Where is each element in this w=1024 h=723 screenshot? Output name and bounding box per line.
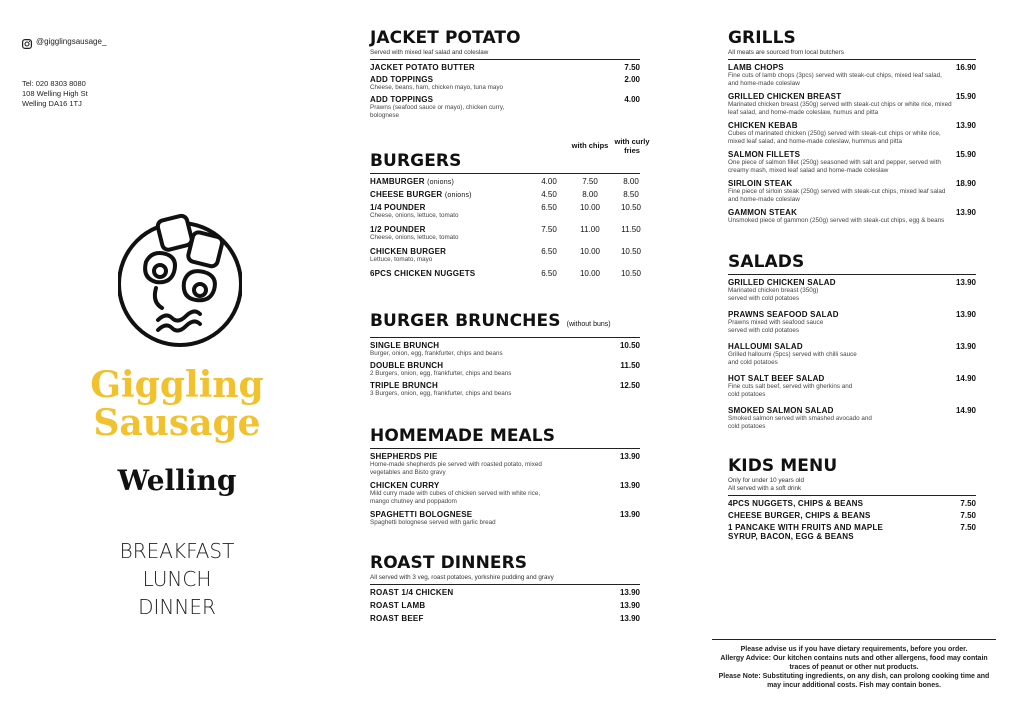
price: 12.50 [619, 381, 640, 390]
menu-item: GAMMON STEAK Unsmoked piece of gammon (250g) served with steak-cut chips, egg & beans 13.90 [728, 208, 976, 224]
price-chips: 10.00 [579, 247, 601, 256]
price-single: 7.50 [541, 225, 557, 234]
section-burger-brunches [370, 311, 640, 401]
menu-item: CHEESE BURGER, CHIPS & BEANS 7.50 [728, 511, 976, 520]
dietary-notice: Please advise us if you have dietary requirements, before you order. [740, 646, 968, 653]
menu-item: ADD TOPPINGS Cheese, beans, ham, chicken mayo, tuna mayo 2.00 [370, 75, 640, 91]
section-subtitle: Only for under 10 years old [728, 477, 804, 484]
price-fries: 8.50 [623, 190, 639, 199]
price-fries: 8.00 [623, 177, 639, 186]
price: 4.00 [624, 95, 640, 104]
services-list [52, 537, 302, 621]
section-title: JACKET POTATO [370, 28, 521, 48]
contact-info [22, 79, 88, 109]
divider [728, 274, 976, 275]
section-title: KIDS MENU [728, 456, 838, 476]
price: 16.90 [955, 63, 976, 72]
price-chips: 10.00 [579, 269, 601, 278]
menu-item: HALLOUMI SALAD Grilled halloumi (5pcs) served with chilli sauce and cold potatoes 13.90 [728, 342, 976, 366]
price: 13.90 [619, 510, 640, 519]
price: 2.00 [624, 75, 640, 84]
menu-item: SINGLE BRUNCH Burger, onion, egg, frankfurter, chips and beans 10.50 [370, 341, 640, 357]
price-chips: 10.00 [579, 203, 601, 212]
price-chips: 8.00 [582, 190, 598, 199]
contact-phone: Tel: 020 8303 8080 [22, 79, 86, 88]
menu-item: 1 PANCAKE WITH FRUITS AND MAPLE SYRUP, BACON, EGG & BEANS 7.50 [728, 523, 976, 541]
section-burgers [370, 137, 650, 282]
menu-item: SHEPHERDS PIE Home-made shepherds pie served with roasted potato, mixed vegetables and Bisto gravy 13.90 [370, 452, 640, 476]
menu-item: SIRLOIN STEAK Fine piece of sirloin steak (250g) served with steak-cut chips, mixed leaf salad and home-made coleslaw 18.90 [728, 179, 976, 203]
instagram-icon [22, 36, 32, 46]
menu-item: JACKET POTATO BUTTER 7.50 [370, 63, 640, 72]
allergy-notice [712, 639, 996, 690]
price: 10.50 [619, 341, 640, 350]
section-title: GRILLS [728, 28, 796, 48]
menu-item: CHICKEN CURRY Mild curry made with cubes of chicken served with white rice, mango chutney and poppadom 13.90 [370, 481, 640, 505]
menu-item: DOUBLE BRUNCH 2 Burgers, onion, egg, frankfurter, chips and beans 11.50 [370, 361, 640, 377]
section-jacket-potato [370, 28, 640, 121]
divider [370, 59, 640, 60]
price: 15.90 [955, 150, 976, 159]
price-chips: 11.00 [580, 225, 600, 234]
logo-breakfast-plate [118, 212, 242, 353]
menu-item: ROAST BEEF 13.90 [370, 614, 640, 623]
price-single: 4.00 [541, 177, 557, 186]
price: 13.90 [955, 208, 976, 217]
price: 13.90 [619, 614, 640, 623]
column-header-fries: with curly fries [614, 137, 650, 155]
instagram-handle[interactable]: @gigglingsausage_ [22, 36, 106, 46]
menu-item: 1/4 POUNDER Cheese, onions, lettuce, tomato 6.50 10.00 10.50 [370, 203, 640, 225]
section-title: ROAST DINNERS [370, 553, 528, 573]
section-title: SALADS [728, 252, 805, 272]
price-fries: 10.50 [620, 247, 642, 256]
section-grills [728, 28, 976, 228]
section-subtitle-2: All served with a soft drink [728, 485, 802, 492]
section-subtitle: Served with mixed leaf salad and coleslaw [370, 49, 489, 56]
price: 15.90 [955, 92, 976, 101]
price-fries: 10.50 [620, 203, 642, 212]
contact-address-town: Welling DA16 1TJ [22, 99, 82, 108]
brand-name [52, 366, 302, 442]
brand-name-line1: Giggling [90, 364, 264, 406]
divider [370, 584, 640, 585]
service-lunch: LUNCH [142, 567, 212, 591]
service-dinner: DINNER [138, 595, 216, 619]
menu-item: 6PCS CHICKEN NUGGETS 6.50 10.00 10.50 [370, 269, 640, 282]
menu-item: GRILLED CHICKEN SALAD Marinated chicken breast (350g) served with cold potatoes 13.90 [728, 278, 976, 302]
divider [728, 59, 976, 60]
section-title: BURGER BRUNCHES (without buns) [370, 311, 611, 331]
contact-address-street: 108 Welling High St [22, 89, 88, 98]
service-breakfast: BREAKFAST [119, 539, 235, 563]
price-single: 6.50 [541, 269, 557, 278]
menu-item: HOT SALT BEEF SALAD Fine cuts salt beef, served with gherkins and cold potatoes 14.90 [728, 374, 976, 398]
price-single: 6.50 [541, 203, 557, 212]
section-title: BURGERS [370, 151, 462, 171]
divider [370, 173, 640, 174]
price: 18.90 [955, 179, 976, 188]
column-header-chips: with chips [571, 141, 609, 150]
divider [370, 448, 640, 449]
substitution-note: Please Note: Substituting ingredients, on any dish, can prolong cooking time and may incur additional costs. Fish may contain bones. [718, 673, 990, 689]
menu-item: HAMBURGER (onions) 4.00 7.50 8.00 [370, 177, 640, 190]
divider [370, 337, 640, 338]
price-single: 4.50 [541, 190, 557, 199]
section-kids-menu [728, 456, 976, 543]
price-fries: 11.50 [621, 225, 641, 234]
price: 13.90 [619, 452, 640, 461]
menu-item: SPAGHETTI BOLOGNESE Spaghetti bolognese served with garlic bread 13.90 [370, 510, 640, 526]
menu-item: CHEESE BURGER (onions) 4.50 8.00 8.50 [370, 190, 640, 203]
price: 13.90 [619, 481, 640, 490]
price: 13.90 [955, 278, 976, 287]
section-homemade-meals [370, 426, 640, 530]
allergy-advice: Allergy Advice: Our kitchen contains nuts and other allergens, food may contain traces of peanut or other nut products. [720, 655, 988, 671]
menu-item: PRAWNS SEAFOOD SALAD Prawns mixed with seafood sauce served with cold potatoes 13.90 [728, 310, 976, 334]
price-chips: 7.50 [582, 177, 598, 186]
price: 7.50 [960, 511, 976, 520]
menu-item: SMOKED SALMON SALAD Smoked salmon served with smashed avocado and cold potatoes 14.90 [728, 406, 976, 430]
menu-item: GRILLED CHICKEN BREAST Marinated chicken breast (350g) served with steak-cut chips or white rice, mixed leaf salad, and home-made coleslaw, humus and pitta 15.90 [728, 92, 976, 116]
price: 13.90 [619, 601, 640, 610]
price: 13.90 [955, 310, 976, 319]
price: 13.90 [955, 121, 976, 130]
section-subtitle: All served with 3 veg, roast potatoes, yorkshire pudding and gravy [370, 574, 554, 581]
menu-item: ADD TOPPINGS Prawns (seafood sauce or mayo), chicken curry, bolognese 4.00 [370, 95, 640, 119]
price-single: 6.50 [541, 247, 557, 256]
price: 7.50 [624, 63, 640, 72]
price: 14.90 [955, 406, 976, 415]
middle-column [370, 28, 650, 627]
menu-item: ROAST LAMB 13.90 [370, 601, 640, 610]
brand-name-line2: Sausage [93, 402, 261, 444]
price: 7.50 [960, 523, 976, 532]
price: 14.90 [955, 374, 976, 383]
menu-item: LAMB CHOPS Fine cuts of lamb chops (3pcs) served with steak-cut chips, mixed leaf salad, and home-made coleslaw 16.90 [728, 63, 976, 87]
price-fries: 10.50 [620, 269, 642, 278]
brand-location: Welling [117, 464, 237, 497]
menu-item: CHICKEN BURGER Lettuce, tomato, mayo 6.50 10.00 10.50 [370, 247, 640, 269]
menu-item: CHICKEN KEBAB Cubes of marinated chicken (250g) served with steak-cut chips or white rice, mixed leaf salad, and home-made coleslaw, hummus and pitta 13.90 [728, 121, 976, 145]
price: 13.90 [619, 588, 640, 597]
menu-item: SALMON FILLETS One piece of salmon fillet (250g) seasoned with salt and pepper, served with creamy mash, mixed leaf salad and home-made coleslaw 15.90 [728, 150, 976, 174]
right-column [728, 28, 976, 543]
section-salads [728, 252, 976, 434]
price: 13.90 [955, 342, 976, 351]
menu-item: ROAST 1/4 CHICKEN 13.90 [370, 588, 640, 597]
section-subtitle: All meats are sourced from local butchers [728, 49, 844, 56]
section-title: HOMEMADE MEALS [370, 426, 556, 446]
price: 11.50 [620, 361, 640, 370]
menu-item: 1/2 POUNDER Cheese, onions, lettuce, tomato 7.50 11.00 11.50 [370, 225, 640, 247]
section-roast-dinners [370, 553, 640, 627]
menu-item: TRIPLE BRUNCH 3 Burgers, onion, egg, frankfurter, chips and beans 12.50 [370, 381, 640, 397]
menu-item: 4PCS NUGGETS, CHIPS & BEANS 7.50 [728, 499, 976, 508]
divider [728, 495, 976, 496]
price: 7.50 [960, 499, 976, 508]
